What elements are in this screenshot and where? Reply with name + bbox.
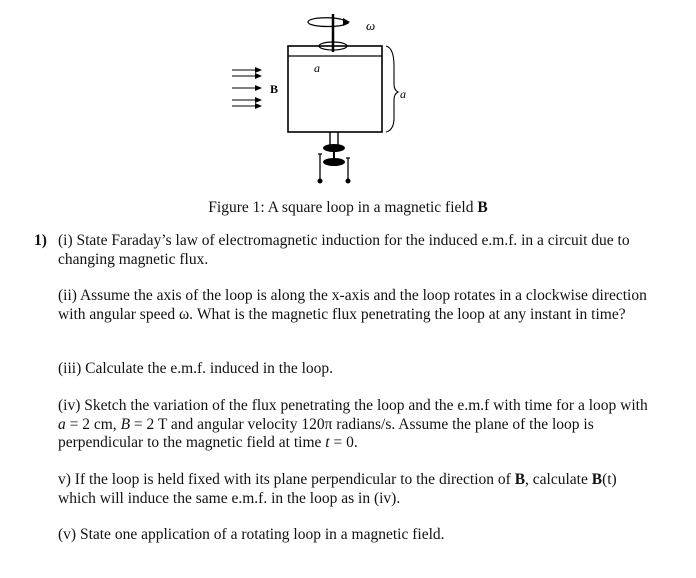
question-part-iii: (iii) Calculate the e.m.f. induced in the loop. xyxy=(58,360,334,377)
part-v-text-a: v) If the loop is held fixed with its plane perpendicular to the direction of xyxy=(58,471,515,488)
part-v-bold-b1: B xyxy=(514,471,526,488)
loop-diagram xyxy=(200,6,460,192)
question-part-v xyxy=(58,471,658,508)
rotation-arrowhead xyxy=(343,18,350,26)
part-iv-text-b: = 2 cm, xyxy=(65,415,121,433)
part-iv-var-a: a xyxy=(58,415,66,433)
part-iv-text-c: = 2 T and angular velocity 120π radians/s. Assume the plane of the loop is perpendicular to the magnetic field at time xyxy=(58,415,594,451)
slip-ring-upper xyxy=(323,144,345,152)
part-v-text-b: , calculate xyxy=(525,471,592,488)
caption-text: Figure 1: A square loop in a magnetic field xyxy=(208,199,474,216)
part-iv-var-t: t xyxy=(325,434,330,451)
part-v-text-c: (t) which will induce the same e.m.f. in the loop as in (iv). xyxy=(58,471,617,507)
part-iv-text-a: (iv) Sketch the variation of the flux penetrating the loop and the e.m.f with time for a loop with xyxy=(58,397,648,414)
omega-label: ω xyxy=(366,18,376,33)
a-side-label: a xyxy=(400,87,406,101)
part-iv-text-d: = 0. xyxy=(329,434,358,451)
question-part-vi: (v) State one application of a rotating loop in a magnetic field. xyxy=(58,526,445,543)
field-arrowheads xyxy=(255,67,262,109)
field-arrows xyxy=(232,70,258,106)
question-number: 1) xyxy=(34,232,47,249)
loop-figure xyxy=(200,6,460,192)
b-field-label: B xyxy=(270,82,279,96)
side-bracket xyxy=(386,46,398,132)
terminal-left xyxy=(318,179,323,184)
square-loop xyxy=(288,46,382,132)
brush-right xyxy=(346,158,350,180)
part-iv-var-b: B xyxy=(120,415,131,433)
figure-caption xyxy=(0,199,696,217)
rotation-arrow xyxy=(308,18,348,27)
slip-ring-lower xyxy=(323,158,345,166)
terminal-right xyxy=(346,179,351,184)
caption-bold-b: B xyxy=(477,199,488,216)
part-v-bold-b2: B xyxy=(591,471,603,488)
question-part-ii: (ii) Assume the axis of the loop is along the x-axis and the loop rotates in a clockwise direction with angular speed ω. What is the magnetic flux penetrating the loop at any instant in time? xyxy=(58,287,647,323)
brush-left xyxy=(318,154,322,180)
a-top-label: a xyxy=(314,61,320,75)
question-part-i: (i) State Faraday’s law of electromagnetic induction for the induced e.m.f. in a circuit due to changing magnetic flux. xyxy=(58,232,630,268)
question-part-iv xyxy=(58,397,658,453)
